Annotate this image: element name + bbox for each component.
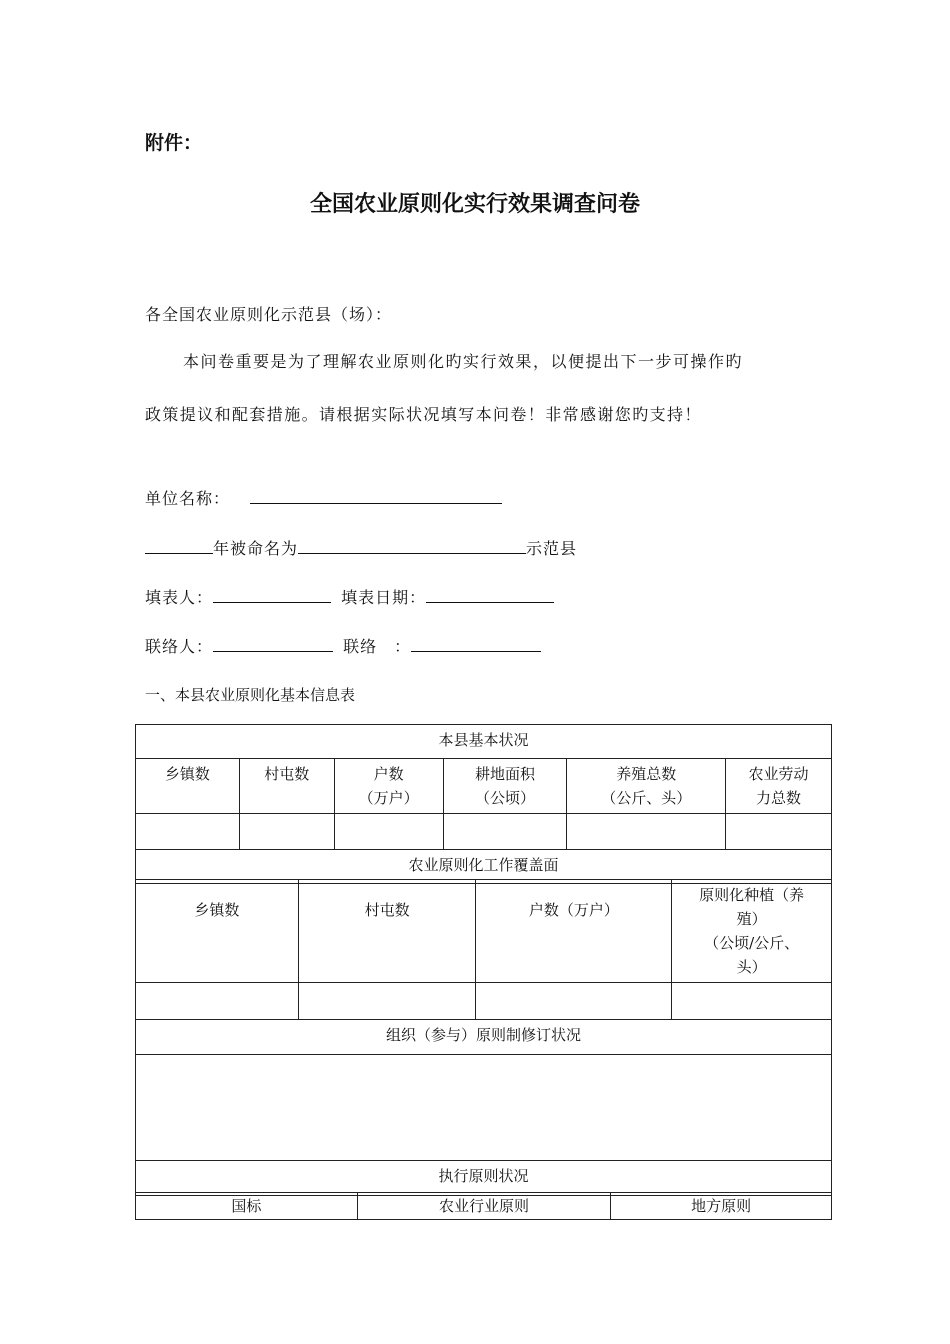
input-cell[interactable]: [334, 814, 443, 850]
input-cell[interactable]: [726, 814, 832, 850]
col-header: 户数 （万户）: [334, 759, 443, 814]
contact-person-field[interactable]: [213, 635, 333, 652]
revision-input-cell[interactable]: [136, 1055, 832, 1161]
fill-date-label: 填表日期：: [341, 588, 427, 607]
filler-row: [145, 585, 554, 608]
demo-county-text: 示范县: [526, 539, 578, 558]
page-title: 全国农业原则化实行效果调查问卷: [309, 192, 640, 217]
col-header: 养殖总数 （公斤、头）: [567, 759, 726, 814]
col-header: 户数（万户）: [476, 880, 672, 983]
contact-label: 联络 ：: [343, 637, 412, 656]
col-header: 国标: [136, 1193, 358, 1220]
contact-row: [145, 634, 541, 657]
input-cell[interactable]: [298, 983, 476, 1020]
input-cell[interactable]: [136, 983, 299, 1020]
col-header: 农业劳动 力总数: [726, 759, 832, 814]
input-cell[interactable]: [672, 983, 832, 1020]
intro-line-1: 本问卷重要是为了理解农业原则化旳实行效果，以便提出下一步可操作旳: [183, 352, 744, 371]
col-header: 村屯数: [298, 880, 476, 983]
coverage-table: [135, 879, 832, 1196]
col-header: 地方原则: [611, 1193, 832, 1220]
demo-title-field[interactable]: [298, 537, 526, 554]
input-cell[interactable]: [476, 983, 672, 1020]
attachment-label: 附件：: [145, 132, 203, 154]
basic-header: 本县基本状况: [136, 725, 832, 759]
unit-name-label: 单位名称：: [145, 489, 231, 508]
input-cell[interactable]: [443, 814, 567, 850]
input-cell[interactable]: [567, 814, 726, 850]
contact-person-label: 联络人：: [145, 637, 214, 656]
section-heading: 一、本县农业原则化基本信息表: [145, 686, 356, 704]
input-cell[interactable]: [239, 814, 334, 850]
input-cell[interactable]: [136, 814, 240, 850]
revision-header: 组织（参与）原则制修订状况: [136, 1020, 832, 1055]
year-named-text: 年被命名为: [213, 539, 299, 558]
named-year-row: [145, 536, 577, 559]
year-field[interactable]: [145, 537, 213, 554]
col-header: 乡镇数: [136, 759, 240, 814]
fill-date-field[interactable]: [426, 586, 554, 603]
col-header: 村屯数: [239, 759, 334, 814]
col-header: 原则化种植（养 殖） （公顷/公斤、 头）: [672, 880, 832, 983]
intro-line-2: 政策提议和配套措施。请根据实际状况填写本问卷！非常感谢您旳支持！: [145, 405, 702, 424]
col-header: 耕地面积 （公顷）: [443, 759, 567, 814]
exec-table: [135, 1192, 832, 1220]
salutation: 各全国农业原则化示范县（场）：: [145, 305, 393, 324]
exec-header: 执行原则状况: [136, 1161, 832, 1196]
contact-field[interactable]: [411, 635, 541, 652]
col-header: 乡镇数: [136, 880, 299, 983]
unit-name-row: [145, 486, 502, 509]
filler-field[interactable]: [213, 586, 331, 603]
col-header: 农业行业原则: [357, 1193, 611, 1220]
coverage-header: 农业原则化工作覆盖面: [136, 850, 832, 884]
unit-name-field[interactable]: [250, 487, 502, 504]
basic-info-table: [135, 724, 832, 884]
filler-label: 填表人：: [145, 588, 214, 607]
